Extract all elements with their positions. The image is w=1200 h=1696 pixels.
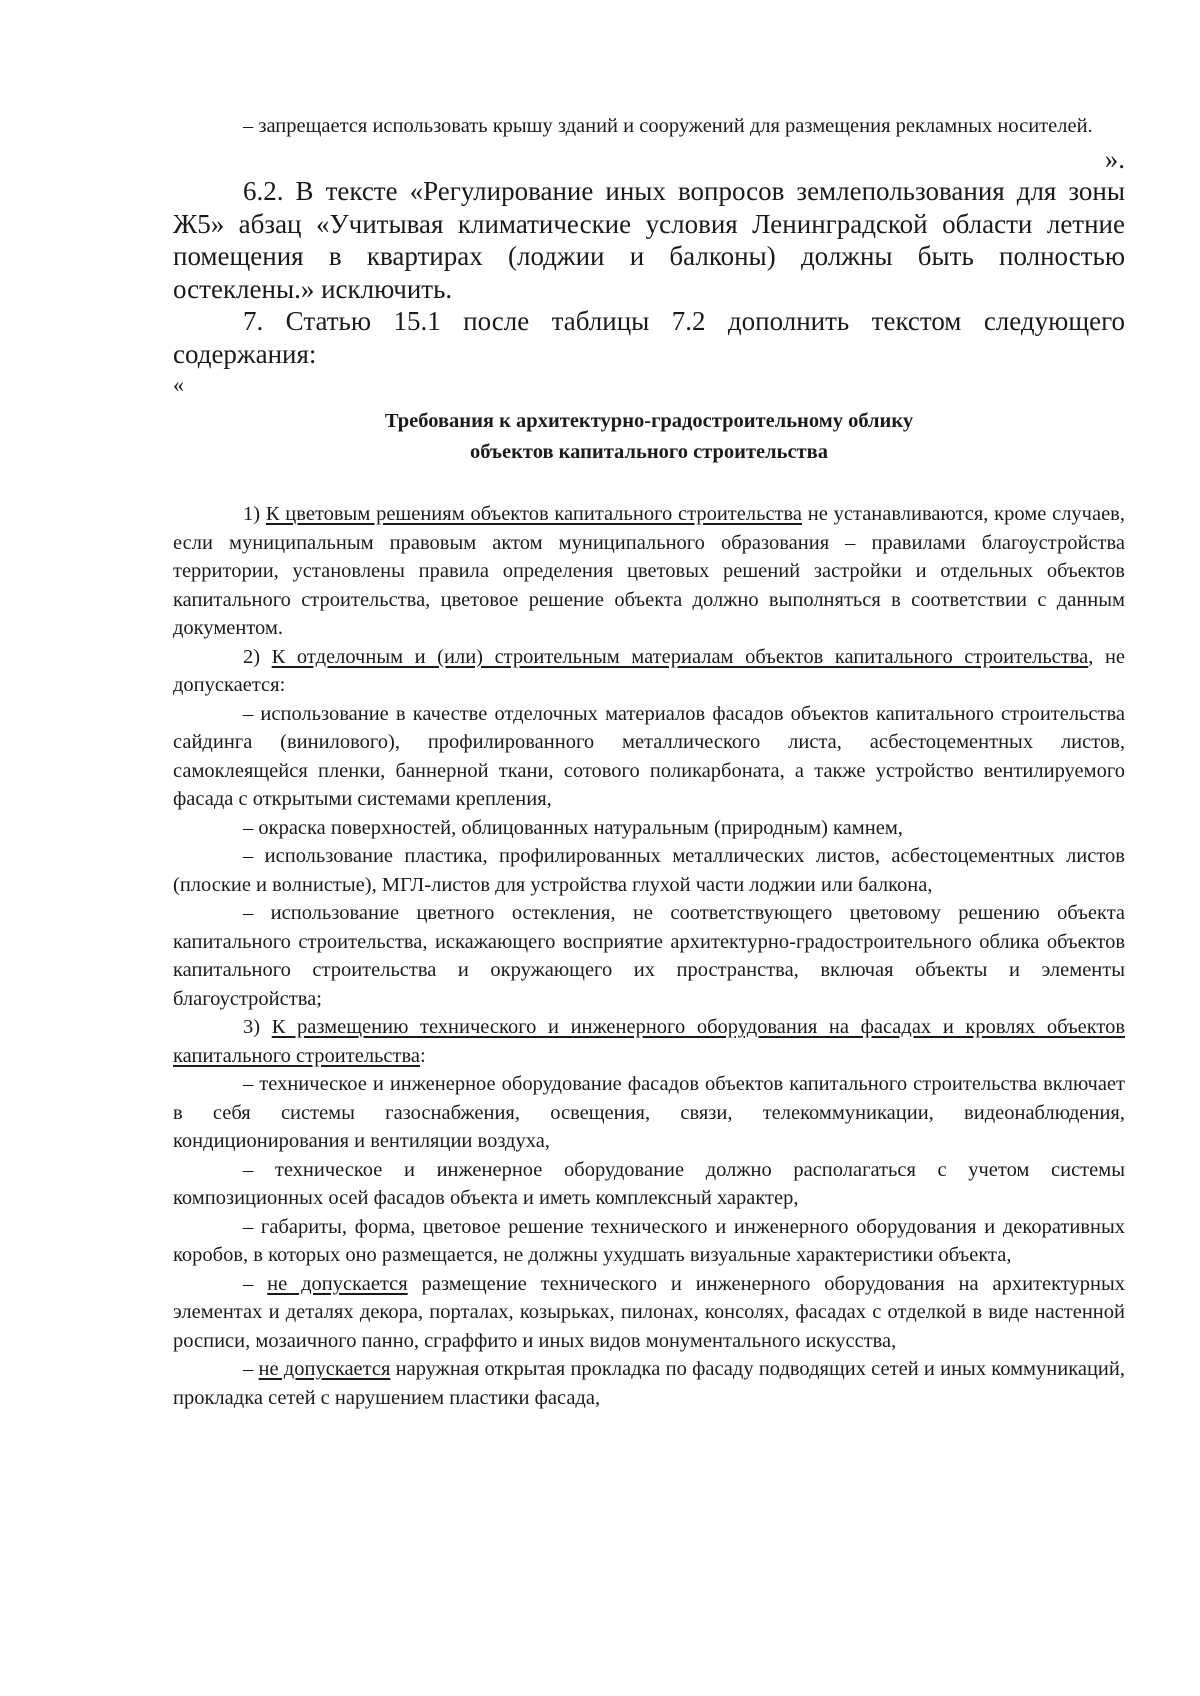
list-item: – использование в качестве отделочных материалов фасадов объектов капитального строительства сайдинга (винилового), профилированного металлического листа, асбестоцементных листов, самоклеящейся пленки, баннерной ткани, сотового поликарбоната, а также устройство вентилируемого фасада с открытыми системами крепления, xyxy=(173,702,1125,810)
item-1-color-solutions xyxy=(173,500,1125,643)
dash: – xyxy=(243,1358,259,1380)
item-3-engineering-equipment xyxy=(173,1013,1125,1070)
paragraph-text: запрещается использовать крышу зданий и сооружений для размещения рекламных носителей. xyxy=(258,115,1093,137)
list-item: – окраска поверхностей, облицованных натуральным (природным) камнем, xyxy=(243,816,903,839)
underlined-text: К цветовым решениям объектов капитального строительства xyxy=(265,503,803,525)
underlined-text: не допускается xyxy=(267,1272,408,1295)
list-item: – габариты, форма, цветовое решение технического и инженерного оборудования и декоративных коробов, в которых оно размещается, не должны ухудшать визуальные характеристики объекта, xyxy=(173,1215,1125,1266)
list-item: – техническое и инженерное оборудование фасадов объектов капитального строительства включает в себя системы газоснабжения, освещения, связи, телекоммуникации, видеонаблюдения, кондиционирования и вентиляции воздуха, xyxy=(173,1073,1125,1152)
document-page xyxy=(173,112,1125,1412)
underlined-text: К отделочным и (или) строительным материалам объектов капитального строительства xyxy=(271,645,1089,668)
item-text: , не допускается: xyxy=(173,645,1126,696)
section-heading xyxy=(173,406,1125,468)
dash: – xyxy=(243,1272,268,1295)
paragraph-6-2: 6.2. В тексте «Регулирование иных вопросов землепользования для зоны Ж5» абзац «Учитывая климатические условия Ленинградской области летние помещения в квартирах (лоджии и балконы) должны быть полностью остеклены.» исключить. xyxy=(173,176,1125,304)
paragraph-roof-ads xyxy=(173,112,1125,141)
dash: – xyxy=(243,115,259,137)
item-text: наружная открытая прокладка по фасаду подводящих сетей и иных коммуникаций, прокладка сетей с нарушением пластики фасада, xyxy=(173,1358,1126,1409)
opening-quote: « xyxy=(173,372,184,397)
underlined-text: К размещению технического и инженерного оборудования на фасадах и кровлях объектов капитального строительства xyxy=(173,1016,1126,1067)
heading-line-2: объектов капитального строительства xyxy=(470,441,828,463)
list-item: – техническое и инженерное оборудование должно располагаться с учетом системы композиционных осей фасадов объекта и иметь комплексный характер, xyxy=(173,1158,1125,1209)
list-item xyxy=(173,1355,1125,1412)
item-text: не устанавливаются, кроме случаев, если муниципальным правовым актом муниципального образования – правилами благоустройства территории, установлены правила определения цветовых решений застройки и отдельных объектов капитального строительства, цветовое решение объекта должно выполняться в соответствии с данным документом. xyxy=(173,503,1125,639)
list-item: – использование пластика, профилированных металлических листов, асбестоцементных листов (плоские и волнистые), МГЛ-листов для устройства глухой части лоджии или балкона, xyxy=(173,845,1125,896)
item-text: : xyxy=(419,1044,426,1067)
underlined-text: не допускается xyxy=(258,1358,391,1380)
item-number: 2) xyxy=(243,645,272,668)
paragraph-7: 7. Статью 15.1 после таблицы 7.2 дополнить текстом следующего содержания: xyxy=(173,306,1125,369)
heading-line-1: Требования к архитектурно-градостроительному облику xyxy=(384,410,914,432)
item-number: 3) xyxy=(243,1016,272,1038)
item-number: 1) xyxy=(243,503,266,525)
item-2-finishing-materials xyxy=(173,643,1125,700)
item-text: размещение технического и инженерного оборудования на архитектурных элементах и деталях декора, порталах, козырьках, пилонах, консолях, фасадах с отделкой в виде настенной росписи, мозаичного панно, сграффито и иных видов монументального искусства, xyxy=(173,1272,1126,1352)
list-item xyxy=(173,1270,1125,1356)
closing-quote: ». xyxy=(1104,143,1125,174)
list-item: – использование цветного остекления, не соответствующего цветовому решению объекта капитального строительства, искажающего восприятие архитектурно-градостроительного облика объектов капитального строительства и окружающего их пространства, включая объекты и элементы благоустройства; xyxy=(173,902,1125,1010)
